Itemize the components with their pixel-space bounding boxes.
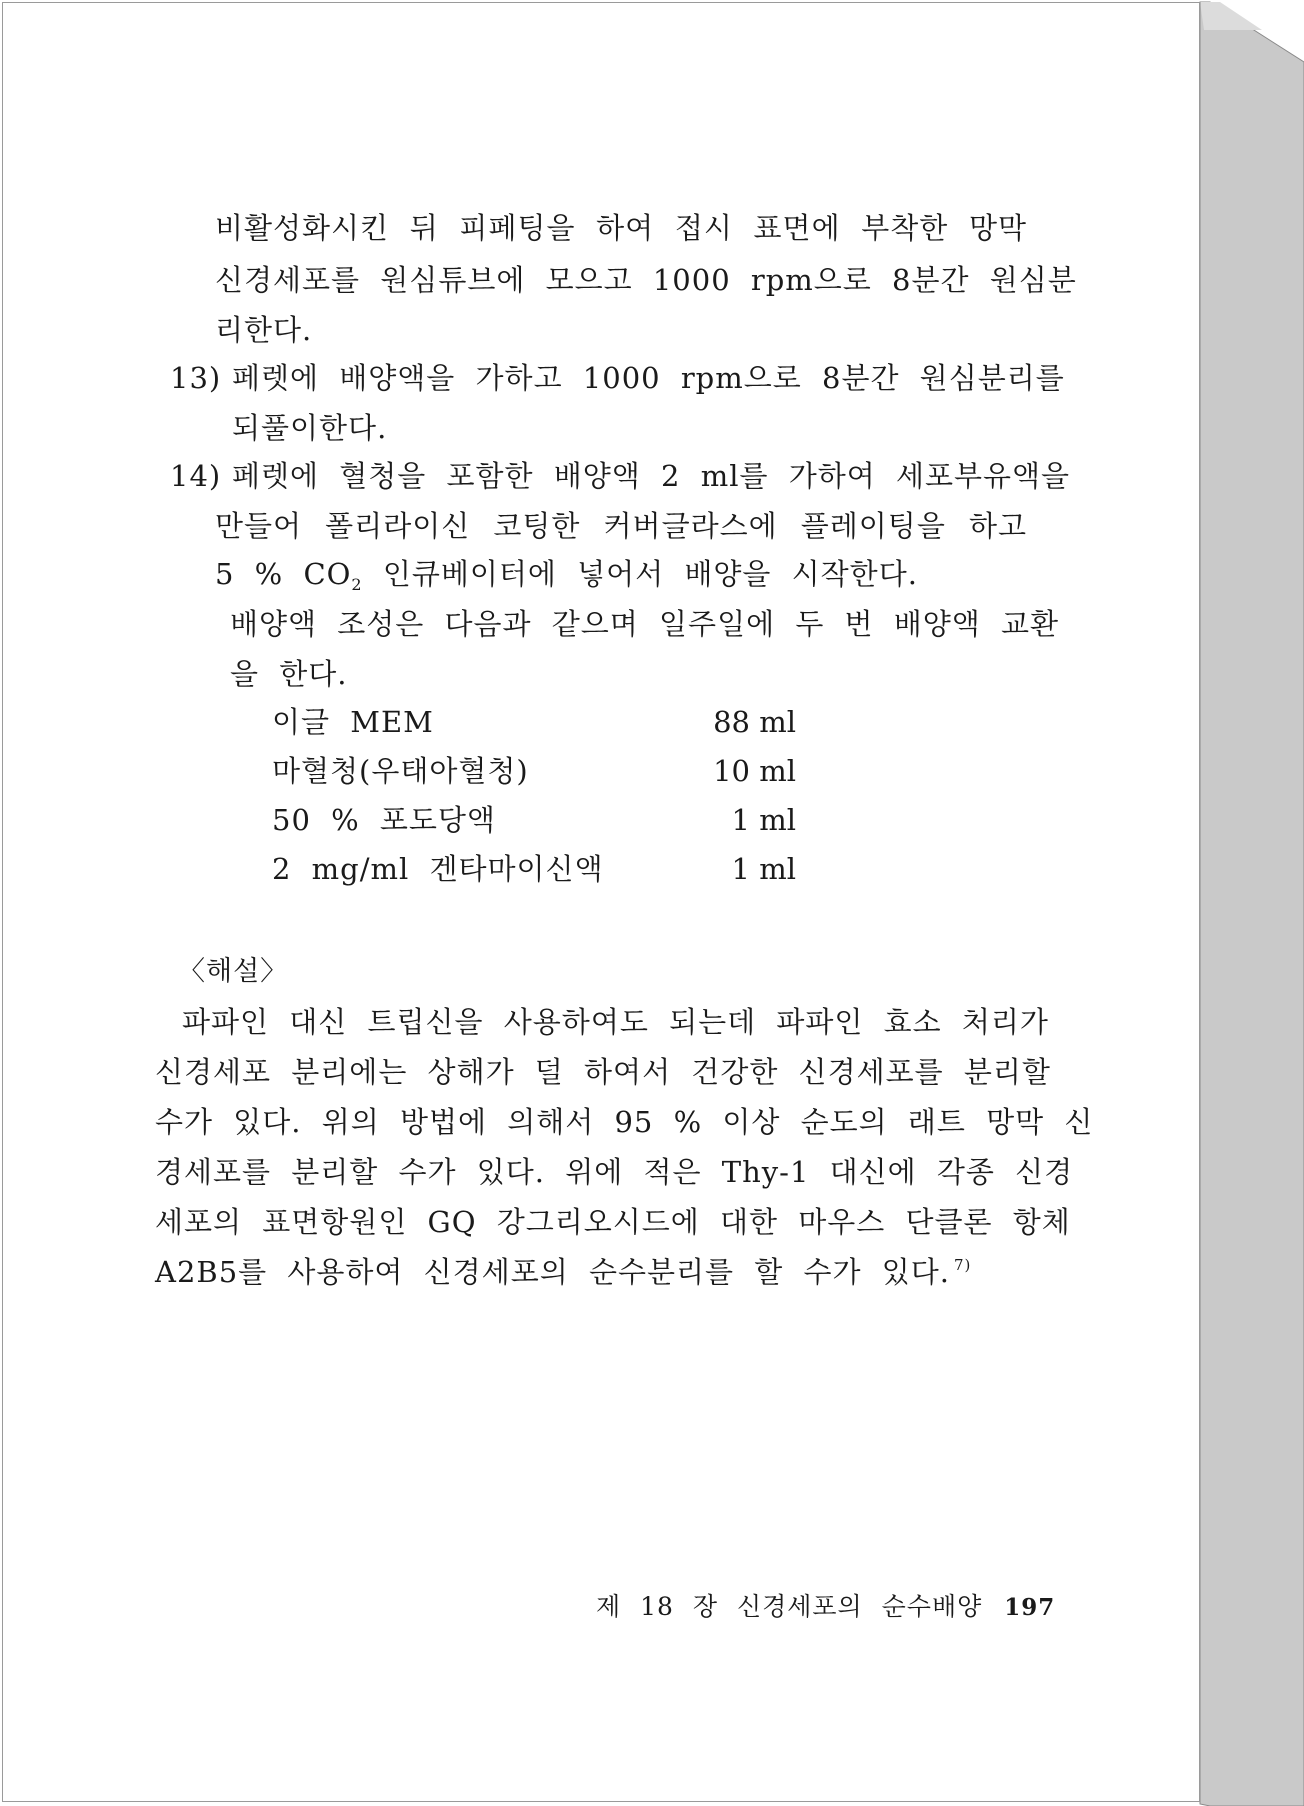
step14-number: 14) bbox=[170, 459, 222, 493]
co2-suffix: 인큐베이터에 넣어서 배양을 시작한다. bbox=[362, 557, 918, 591]
step12-line-1: 비활성화시킨 뒤 피페팅을 하여 접시 표면에 부착한 망막 bbox=[215, 211, 1027, 245]
composition-amount-2: 10 ml bbox=[713, 754, 796, 788]
step13-line-2: 되풀이한다. bbox=[232, 411, 388, 445]
commentary-line-3: 수가 있다. 위의 방법에 의해서 95 % 이상 순도의 래트 망막 신 bbox=[155, 1105, 1094, 1139]
co2-prefix: 5 % CO bbox=[215, 557, 352, 591]
commentary-last-text: A2B5를 사용하여 신경세포의 순수분리를 할 수가 있다. bbox=[155, 1255, 950, 1289]
step12-line-2: 신경세포를 원심튜브에 모으고 1000 rpm으로 8분간 원심분 bbox=[215, 263, 1077, 297]
commentary-line-2: 신경세포 분리에는 상해가 덜 하여서 건강한 신경세포를 분리할 bbox=[155, 1055, 1051, 1089]
co2-subscript: 2 bbox=[351, 575, 363, 594]
commentary-line-4: 경세포를 분리할 수가 있다. 위에 적은 Thy-1 대신에 각종 신경 bbox=[155, 1155, 1074, 1189]
medium-intro-line-1: 배양액 조성은 다음과 같으며 일주일에 두 번 배양액 교환 bbox=[230, 607, 1060, 641]
composition-name-1: 이글 MEM bbox=[272, 705, 434, 739]
step14-line-1: 페렛에 혈청을 포함한 배양액 2 ml를 가하여 세포부유액을 bbox=[232, 459, 1071, 493]
composition-name-3: 50 % 포도당액 bbox=[272, 803, 496, 837]
step13-number: 13) bbox=[170, 361, 222, 395]
composition-name-4: 2 mg/ml 겐타마이신액 bbox=[272, 852, 604, 886]
medium-intro-line-2: 을 한다. bbox=[230, 657, 348, 691]
commentary-line-5: 세포의 표면항원인 GQ 강그리오시드에 대한 마우스 단클론 항체 bbox=[155, 1205, 1071, 1239]
page-number: 197 bbox=[1004, 1594, 1056, 1621]
step12-line-3: 리한다. bbox=[215, 313, 313, 347]
reference-superscript: 7) bbox=[953, 1256, 972, 1274]
chapter-title: 제 18 장 신경세포의 순수배양 bbox=[596, 1592, 983, 1621]
running-footer bbox=[596, 1594, 1055, 1619]
commentary-heading: 〈해설〉 bbox=[178, 956, 289, 987]
step14-line-3 bbox=[215, 557, 918, 594]
commentary-line-6 bbox=[155, 1255, 972, 1289]
composition-amount-3: 1 ml bbox=[731, 803, 796, 837]
commentary-line-1: 파파인 대신 트립신을 사용하여도 되는데 파파인 효소 처리가 bbox=[182, 1005, 1049, 1039]
step14-line-2: 만들어 폴리라이신 코팅한 커버글라스에 플레이팅을 하고 bbox=[215, 509, 1027, 543]
composition-name-2: 마혈청(우태아혈청) bbox=[272, 754, 529, 788]
composition-amount-1: 88 ml bbox=[713, 705, 796, 739]
step13-line-1: 페렛에 배양액을 가하고 1000 rpm으로 8분간 원심분리를 bbox=[232, 361, 1065, 395]
composition-amount-4: 1 ml bbox=[731, 852, 796, 886]
